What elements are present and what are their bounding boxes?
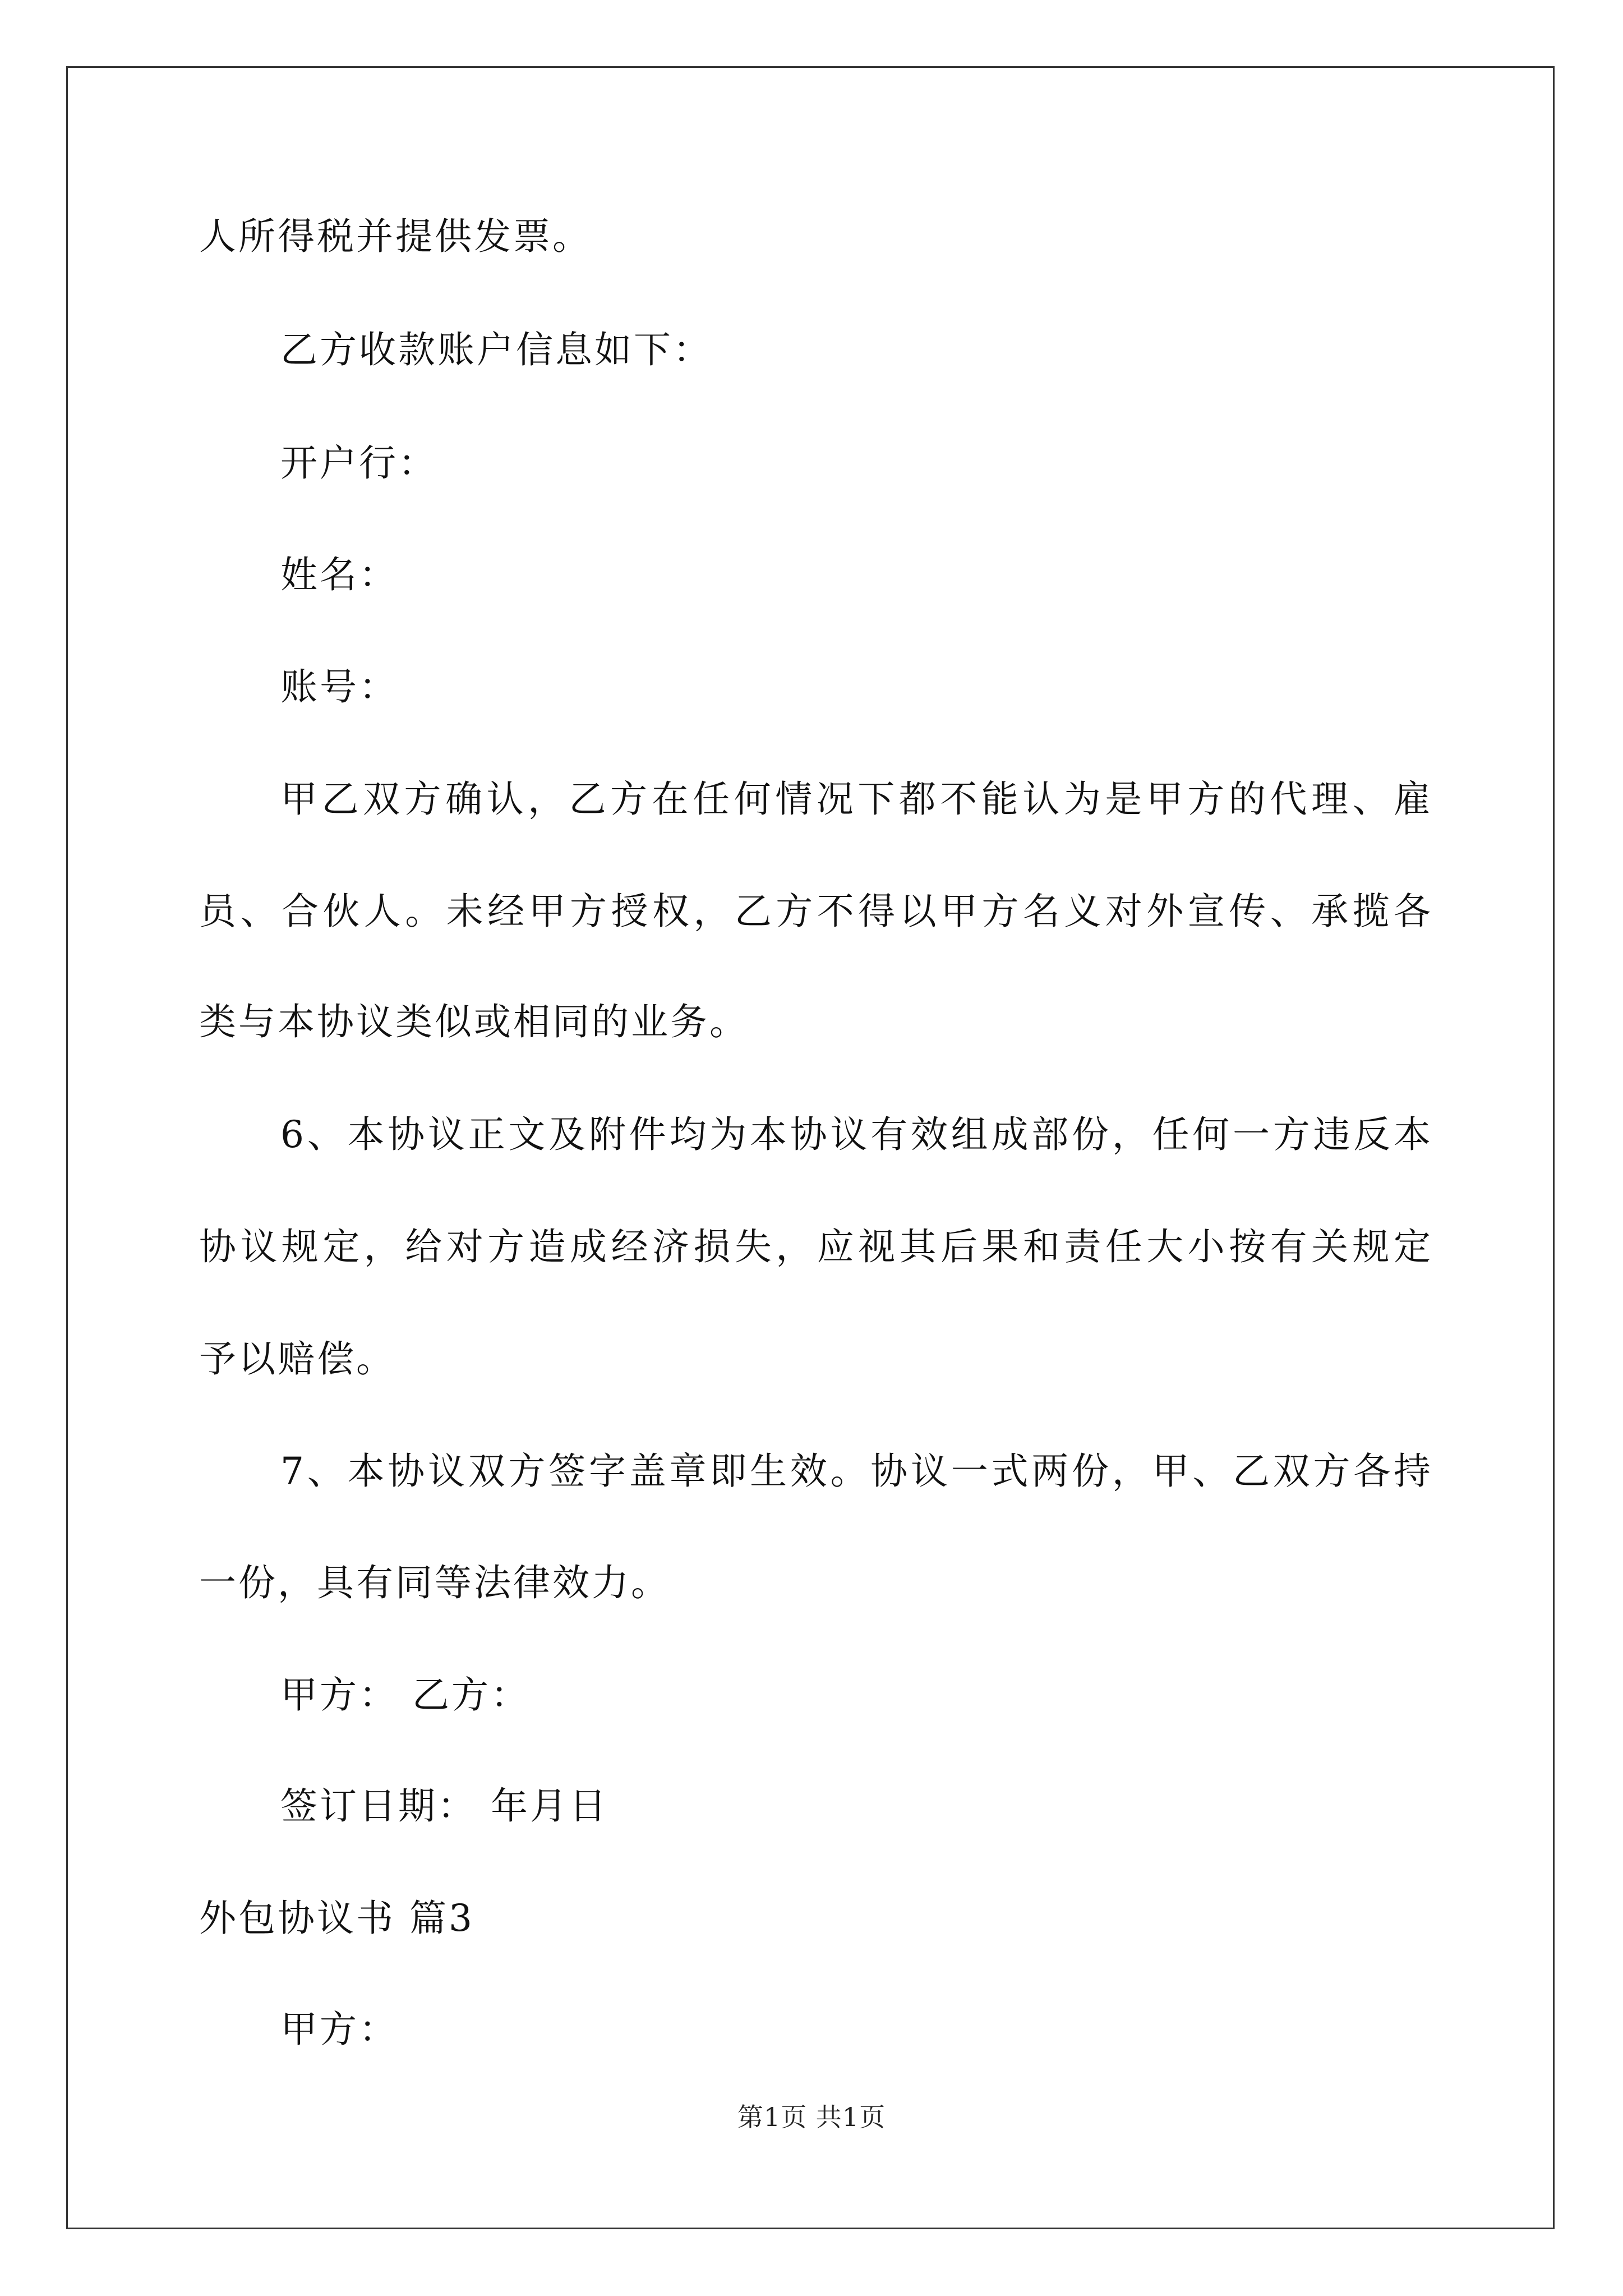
paragraph-account-info-heading: 乙方收款账户信息如下：	[280, 328, 712, 371]
signature-parties: 甲方： 乙方：	[280, 1673, 530, 1717]
paragraph-tax-invoice: 人所得税并提供发票。	[199, 215, 592, 258]
clause-7-line-1: 7、本协议双方签字盖章即生效。协议一式两份，甲、乙双方各持	[280, 1450, 1433, 1493]
field-bank-label: 开户行：	[280, 441, 437, 485]
clause-6-line-1: 6、本协议正文及附件均为本协议有效组成部份，任何一方违反本	[280, 1113, 1433, 1156]
clause-6-line-3: 予以赔偿。	[199, 1337, 395, 1381]
signing-date: 签订日期： 年月日	[280, 1784, 608, 1828]
clause-7-line-2: 一份，具有同等法律效力。	[199, 1561, 670, 1604]
party-a-label: 甲方：	[280, 2008, 398, 2051]
field-account-number-label: 账号：	[280, 665, 398, 708]
paragraph-confirmation-line-1: 甲乙双方确认，乙方在任何情况下都不能认为是甲方的代理、雇	[280, 777, 1433, 821]
paragraph-confirmation-line-3: 类与本协议类似或相同的业务。	[199, 1000, 749, 1043]
page-footer: 第1页 共1页	[737, 2102, 886, 2132]
field-name-label: 姓名：	[280, 553, 398, 596]
paragraph-confirmation-line-2: 员、合伙人。未经甲方授权，乙方不得以甲方名义对外宣传、承揽各	[199, 890, 1433, 933]
section-heading: 外包协议书 篇3	[199, 1897, 474, 1940]
clause-6-line-2: 协议规定，给对方造成经济损失，应视其后果和责任大小按有关规定	[199, 1225, 1433, 1268]
